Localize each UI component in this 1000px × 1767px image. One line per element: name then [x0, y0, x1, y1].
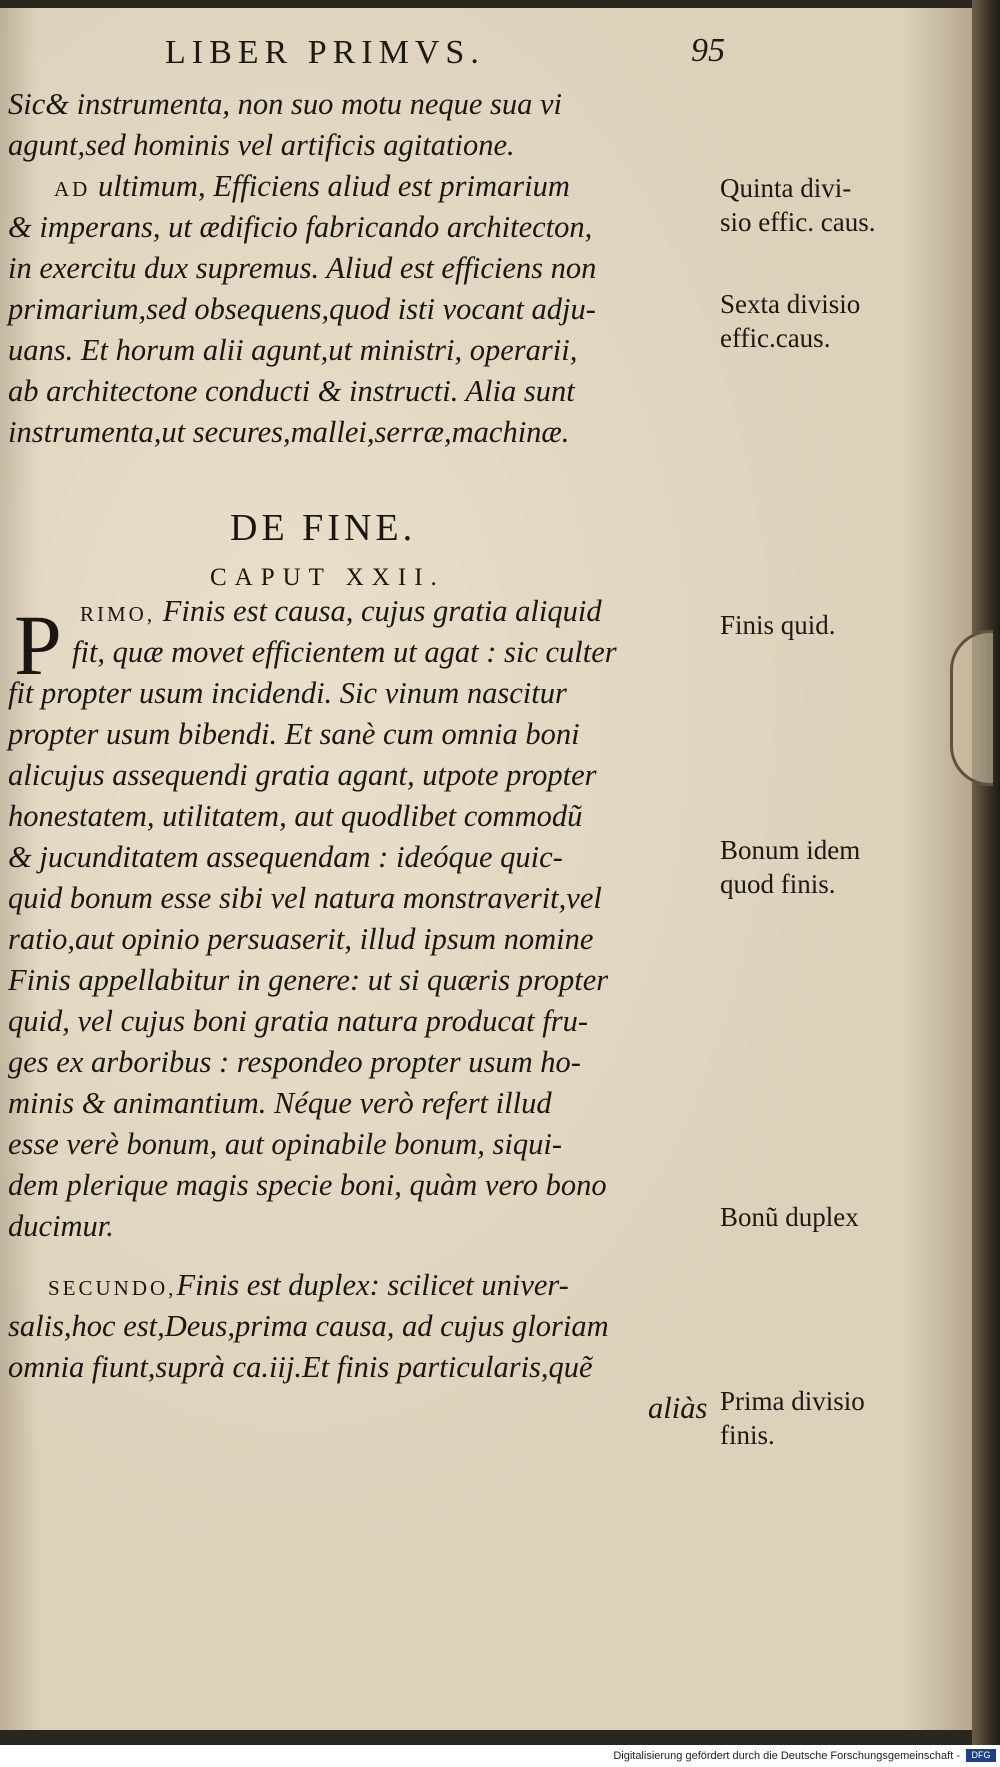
drop-cap: P: [14, 597, 62, 693]
dfg-logo: DFG: [966, 1749, 996, 1762]
text-line: ab architectone conducti & instructi. Alia sunt: [8, 374, 575, 408]
chapter-title: CAPUT XXII.: [210, 564, 445, 591]
catchword: aliàs: [648, 1391, 708, 1425]
text-line: esse verè bonum, aut opinabile bonum, siqui-: [8, 1127, 563, 1161]
paragraph-lead: AD: [54, 177, 91, 201]
page-number: 95: [691, 32, 725, 69]
text-line: SECUNDO,Finis est duplex: scilicet univer-: [48, 1268, 569, 1302]
text-line: quid bonum esse sibi vel natura monstraverit,vel: [8, 881, 602, 915]
text-line: AD ultimum, Efficiens aliud est primarium: [54, 169, 570, 203]
book-page: [0, 8, 974, 1730]
text-line: in exercitu dux supremus. Aliud est efficiens non: [8, 251, 597, 285]
margin-note: Prima divisio finis.: [720, 1386, 865, 1450]
section-title: DE FINE.: [230, 507, 417, 549]
text-line: ducimur.: [8, 1209, 114, 1243]
text-line: primarium,sed obsequens,quod isti vocant adju-: [8, 292, 596, 326]
running-header: [165, 34, 725, 80]
text-line: ges ex arboribus : respondeo propter usum ho-: [8, 1045, 581, 1079]
text-line: & imperans, ut ædificio fabricando architecton,: [8, 210, 593, 244]
paragraph-lead: RIMO,: [80, 602, 156, 626]
text-line: RIMO, Finis est causa, cujus gratia aliquid: [80, 594, 602, 628]
text-line: dem plerique magis specie boni, quàm vero bono: [8, 1168, 607, 1202]
text-line: salis,hoc est,Deus,prima causa, ad cujus gloriam: [8, 1309, 609, 1343]
footer-bar: [0, 1745, 1000, 1767]
margin-note: Bonũ duplex: [720, 1202, 859, 1232]
text-line: instrumenta,ut secures,mallei,serræ,machinæ.: [8, 415, 570, 449]
page-edge: [972, 0, 1000, 1745]
margin-note: Sexta divisio effic.caus.: [720, 289, 861, 353]
text-line: quid, vel cujus boni gratia natura producat fru-: [8, 1004, 589, 1038]
text-line: propter usum bibendi. Et sanè cum omnia boni: [8, 717, 580, 751]
text-line: omnia fiunt,suprà ca.iij.Et finis particularis,quẽ: [8, 1350, 593, 1384]
text-line: honestatem, utilitatem, aut quodlibet commodũ: [8, 799, 583, 833]
text-line: ratio,aut opinio persuaserit, illud ipsum nomine: [8, 922, 594, 956]
paragraph-spacer: [8, 1247, 713, 1265]
running-title: LIBER PRIMVS.: [165, 34, 485, 71]
text-line: agunt,sed hominis vel artificis agitatione.: [8, 128, 515, 162]
text-line: uans. Et horum alii agunt,ut ministri, operarii,: [8, 333, 578, 367]
footer-text: Digitalisierung gefördert durch die Deutsche Forschungsgemeinschaft -: [613, 1750, 960, 1762]
text-line: Finis appellabitur in genere: ut si quæris propter: [8, 963, 609, 997]
text-line: alicujus assequendi gratia agant, utpote propter: [8, 758, 597, 792]
paragraph-lead: SECUNDO,: [48, 1276, 177, 1300]
main-text-column: [8, 84, 713, 1429]
text-line: Sic& instrumenta, non suo motu neque sua vi: [8, 87, 563, 121]
text-line: fit, quæ movet efficientem ut agat : sic culter: [72, 635, 617, 669]
margin-note: Bonum idem quod finis.: [720, 835, 861, 899]
margin-note: Quinta divi- sio effic. caus.: [720, 173, 876, 237]
text-line: minis & animantium. Néque verò refert illud: [8, 1086, 552, 1120]
page-clip: [950, 630, 993, 786]
margin-note: Finis quid.: [720, 610, 836, 640]
text-line: & jucunditatem assequendam : ideóque quic-: [8, 840, 563, 874]
text-line: fit propter usum incidendi. Sic vinum nascitur: [8, 676, 567, 710]
